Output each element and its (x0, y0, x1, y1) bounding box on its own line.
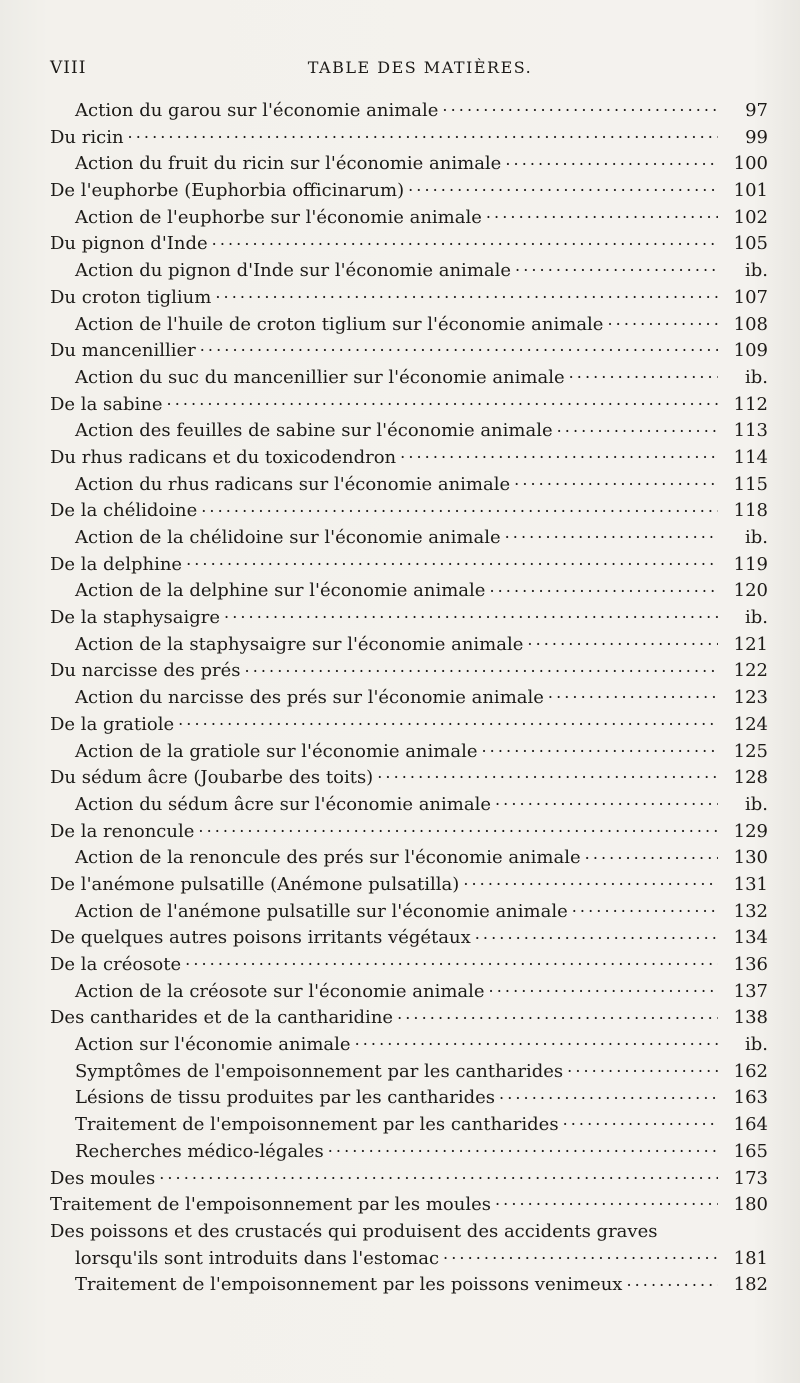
toc-entry-title: Action du suc du mancenillier sur l'économie animale (75, 366, 565, 388)
toc-entry-title: Du narcisse des prés (50, 660, 241, 682)
toc-entry-title: Action sur l'économie animale (75, 1034, 351, 1056)
toc-entry-title: Action de l'anémone pulsatille sur l'économie animale (75, 900, 568, 922)
toc-entry (50, 739, 768, 766)
dot-leader (548, 685, 718, 703)
toc-entry (50, 979, 768, 1006)
dot-leader (495, 1192, 718, 1210)
toc-entry-title: Traitement de l'empoisonnement par les poissons venimeux (75, 1274, 623, 1296)
dot-leader (563, 1112, 718, 1130)
dot-leader (355, 1032, 718, 1050)
toc-entry (50, 1219, 768, 1246)
toc-entry-title: Action du pignon d'Inde sur l'économie animale (75, 260, 512, 282)
dot-leader (527, 632, 718, 650)
toc-entry-title: Des poissons et des crustacés qui produisent des accidents graves (50, 1220, 658, 1242)
toc-entry-title: De la gratiole (50, 713, 175, 735)
table-of-contents (50, 98, 768, 1299)
toc-entry-title: Du rhus radicans et du toxicodendron (50, 446, 397, 468)
toc-entry (50, 952, 768, 979)
dot-leader (515, 258, 718, 276)
toc-entry (50, 258, 768, 285)
dot-leader (328, 1139, 718, 1157)
dot-leader (495, 792, 718, 810)
toc-entry-title: Symptômes de l'empoisonnement par les cantharides (75, 1060, 564, 1082)
dot-leader (408, 178, 718, 196)
toc-entry (50, 498, 768, 525)
toc-entry (50, 178, 768, 205)
toc-entry-page: 173 (733, 1167, 768, 1189)
toc-entry (50, 632, 768, 659)
toc-entry (50, 312, 768, 339)
dot-leader (505, 151, 718, 169)
page-header (50, 58, 760, 88)
toc-entry-title: Action de la chélidoine sur l'économie animale (75, 527, 501, 548)
toc-entry (50, 205, 768, 232)
toc-entry-page: 97 (745, 100, 768, 121)
toc-entry-page: 120 (733, 580, 768, 602)
toc-entry-title: De la delphine (50, 553, 183, 575)
toc-entry (50, 552, 768, 579)
toc-entry-page: 132 (733, 900, 768, 922)
dot-leader (486, 205, 718, 223)
toc-entry-page: ib. (744, 1034, 768, 1056)
dot-leader (572, 899, 718, 917)
toc-entry-page: 118 (733, 500, 768, 522)
toc-entry-title: Recherches médico-légales (75, 1140, 324, 1162)
toc-entry (50, 1112, 768, 1139)
toc-entry (50, 338, 768, 365)
toc-entry (50, 525, 768, 552)
toc-entry-title: Action du garou sur l'économie animale (75, 100, 439, 121)
toc-entry-page: 105 (733, 233, 768, 255)
dot-leader (585, 845, 718, 863)
toc-entry-page: 134 (733, 927, 768, 949)
page-number: VIII (50, 58, 87, 78)
toc-entry (50, 1085, 768, 1112)
toc-entry (50, 925, 768, 952)
dot-leader (607, 312, 718, 330)
toc-entry-page: 99 (745, 126, 768, 148)
toc-entry-title: Action de la staphysaigre sur l'économie animale (75, 633, 524, 655)
toc-entry (50, 1139, 768, 1166)
toc-entry (50, 418, 768, 445)
toc-entry-page: 129 (733, 820, 768, 842)
toc-entry (50, 1032, 768, 1059)
toc-entry-title: Du sédum âcre (Joubarbe des toits) (50, 767, 374, 789)
toc-entry (50, 231, 768, 258)
toc-entry (50, 1192, 768, 1219)
toc-entry-page: 162 (733, 1060, 768, 1082)
toc-entry-title: Action de la delphine sur l'économie animale (75, 580, 486, 602)
dot-leader (499, 1085, 718, 1103)
dot-leader (661, 1219, 718, 1237)
running-title: TABLE DES MATIÈRES. (307, 58, 533, 77)
dot-leader (463, 872, 718, 890)
toc-entry (50, 392, 768, 419)
toc-entry (50, 685, 768, 712)
toc-entry-title: De la chélidoine (50, 500, 198, 522)
dot-leader (200, 338, 718, 356)
toc-entry-page: 131 (733, 873, 768, 895)
toc-entry (50, 899, 768, 926)
dot-leader (178, 712, 718, 730)
toc-entry (50, 1005, 768, 1032)
dot-leader (442, 98, 718, 116)
toc-entry-page: 138 (733, 1007, 768, 1029)
toc-entry-title: Action du fruit du ricin sur l'économie animale (75, 153, 502, 175)
dot-leader (505, 525, 718, 543)
dot-leader (212, 231, 718, 249)
toc-entry (50, 1272, 768, 1299)
dot-leader (245, 658, 718, 676)
toc-entry (50, 365, 768, 392)
toc-entry-title: Du mancenillier (50, 340, 196, 362)
toc-entry (50, 792, 768, 819)
toc-entry-page: 128 (733, 767, 768, 789)
dot-leader (514, 472, 718, 490)
toc-entry-page: 165 (733, 1140, 768, 1162)
toc-entry-title: Traitement de l'empoisonnement par les cantharides (75, 1114, 559, 1136)
toc-entry-title: Des cantharides et de la cantharidine (50, 1007, 394, 1029)
toc-entry (50, 1246, 768, 1273)
toc-entry (50, 658, 768, 685)
toc-entry-title: Action du rhus radicans sur l'économie animale (75, 473, 511, 495)
dot-leader (224, 605, 718, 623)
toc-entry (50, 712, 768, 739)
dot-leader (128, 125, 718, 143)
toc-entry-title: Du pignon d'Inde (50, 233, 208, 255)
toc-entry-page: 180 (733, 1194, 768, 1216)
toc-entry-title: De la sabine (50, 393, 163, 415)
toc-entry-page: 107 (733, 286, 768, 308)
dot-leader (215, 285, 718, 303)
dot-leader (159, 1166, 718, 1184)
toc-entry-page: 109 (733, 340, 768, 362)
toc-entry-page: ib. (744, 260, 768, 282)
toc-entry-page: ib. (744, 366, 768, 388)
toc-entry-page: 121 (733, 633, 768, 655)
toc-entry-page: 102 (733, 206, 768, 228)
toc-entry (50, 472, 768, 499)
toc-entry-page: 164 (733, 1114, 768, 1136)
toc-entry-title: De la renoncule (50, 820, 195, 842)
toc-entry (50, 845, 768, 872)
dot-leader (567, 1059, 718, 1077)
toc-entry (50, 445, 768, 472)
dot-leader (489, 979, 718, 997)
dot-leader (626, 1272, 718, 1290)
toc-entry-title: Action du narcisse des prés sur l'économie animale (75, 687, 544, 709)
dot-leader (186, 552, 718, 570)
toc-entry-page: 119 (733, 553, 768, 575)
toc-entry-title: Action de l'huile de croton tiglium sur l'économie animale (75, 313, 604, 335)
toc-entry-title: Action de la gratiole sur l'économie animale (75, 740, 478, 762)
dot-leader (201, 498, 718, 516)
toc-entry-page: 115 (733, 473, 768, 495)
toc-entry (50, 125, 768, 152)
toc-entry-title: De l'euphorbe (Euphorbia officinarum) (50, 180, 405, 202)
toc-entry (50, 819, 768, 846)
toc-entry-title: Lésions de tissu produites par les cantharides (75, 1087, 496, 1109)
toc-entry (50, 605, 768, 632)
toc-entry-page: 124 (733, 713, 768, 735)
toc-entry-page: 181 (733, 1247, 768, 1269)
dot-leader (185, 952, 718, 970)
toc-entry-page: 101 (733, 180, 768, 202)
toc-entry-title: De l'anémone pulsatille (Anémone pulsatilla) (50, 873, 460, 895)
dot-leader (377, 765, 718, 783)
dot-leader (482, 739, 719, 757)
toc-entry-page: 130 (733, 847, 768, 869)
toc-entry-page: 137 (733, 980, 768, 1002)
toc-entry-title: Action des feuilles de sabine sur l'économie animale (75, 420, 553, 442)
toc-entry-page: 122 (733, 660, 768, 682)
toc-entry-title: lorsqu'ils sont introduits dans l'estomac (75, 1247, 440, 1269)
toc-entry-page: ib. (744, 527, 768, 548)
toc-entry-page: 136 (733, 954, 768, 975)
toc-entry-title: Du croton tiglium (50, 286, 212, 308)
toc-entry (50, 98, 768, 125)
toc-entry (50, 872, 768, 899)
toc-entry-page: ib. (744, 607, 768, 629)
toc-entry-page: 108 (733, 313, 768, 335)
dot-leader (198, 819, 718, 837)
dot-leader (569, 365, 718, 383)
toc-entry-page: 182 (733, 1274, 768, 1296)
toc-entry (50, 1059, 768, 1086)
toc-entry-title: Action de l'euphorbe sur l'économie animale (75, 206, 482, 228)
dot-leader (557, 418, 718, 436)
toc-entry-page: 100 (733, 153, 768, 175)
toc-entry (50, 578, 768, 605)
toc-entry-page: ib. (744, 793, 768, 815)
dot-leader (397, 1005, 718, 1023)
dot-leader (443, 1246, 718, 1264)
dot-leader (489, 578, 718, 596)
toc-entry-page: 112 (733, 393, 768, 415)
toc-entry (50, 285, 768, 312)
toc-entry-title: Action du sédum âcre sur l'économie animale (75, 793, 491, 815)
toc-entry-title: Du ricin (50, 126, 124, 148)
toc-entry-title: De quelques autres poisons irritants végétaux (50, 927, 471, 949)
toc-entry-page: 125 (733, 740, 768, 762)
toc-entry-title: De la créosote (50, 954, 182, 975)
toc-entry-page: 163 (733, 1087, 768, 1109)
toc-entry-title: De la staphysaigre (50, 607, 221, 629)
toc-entry-title: Traitement de l'empoisonnement par les moules (50, 1194, 491, 1216)
toc-entry (50, 765, 768, 792)
dot-leader (475, 925, 718, 943)
toc-entry-page: 114 (733, 446, 768, 468)
toc-entry-title: Action de la créosote sur l'économie animale (75, 980, 485, 1002)
toc-entry (50, 151, 768, 178)
toc-entry (50, 1166, 768, 1193)
toc-entry-page: 113 (733, 420, 768, 442)
toc-entry-title: Action de la renoncule des prés sur l'économie animale (75, 847, 581, 869)
dot-leader (400, 445, 718, 463)
toc-entry-page: 123 (733, 687, 768, 709)
toc-entry-title: Des moules (50, 1167, 156, 1189)
dot-leader (167, 392, 718, 410)
